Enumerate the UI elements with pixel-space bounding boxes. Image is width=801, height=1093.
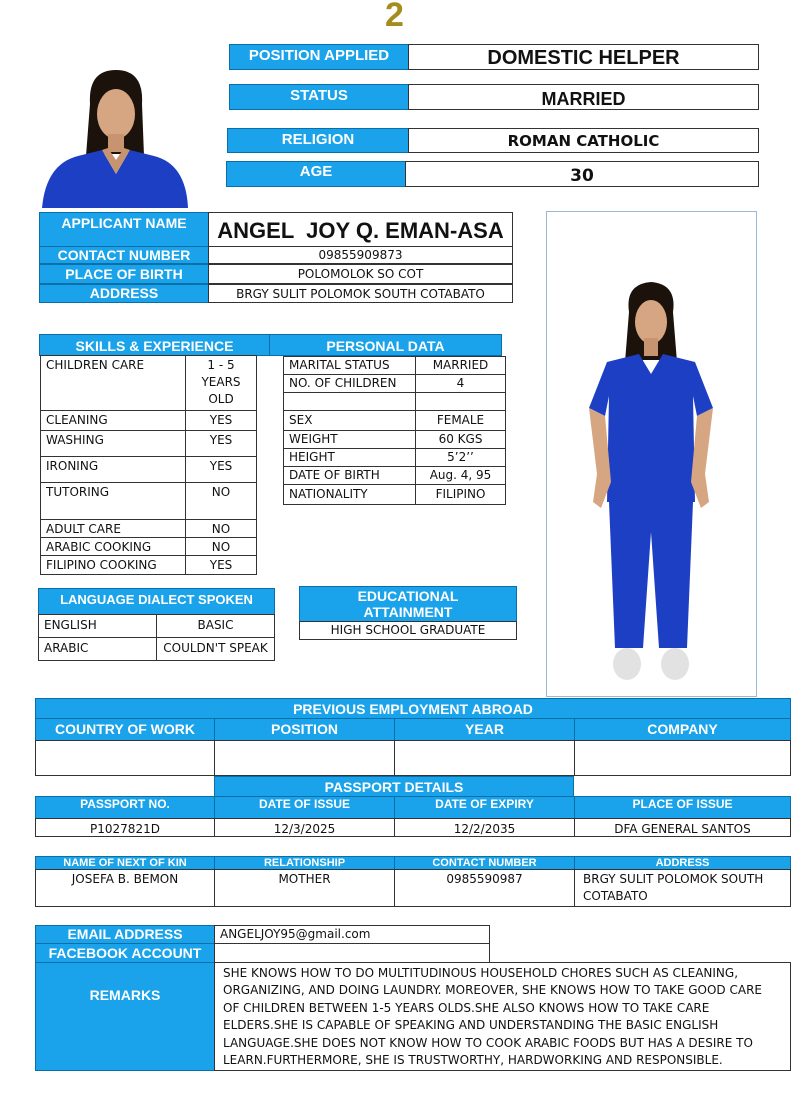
place-of-birth-label: PLACE OF BIRTH — [39, 264, 209, 284]
kin-value: JOSEFA B. BEMON — [35, 869, 215, 907]
kin-value: BRGY SULIT POLOMOK SOUTH COTABATO — [574, 869, 791, 907]
personal-label: MARITAL STATUS — [283, 356, 416, 375]
skill-value: NO — [185, 537, 257, 556]
personal-label: DATE OF BIRTH — [283, 466, 416, 485]
contact-number-value: 09855909873 — [208, 246, 513, 264]
passport-value: 12/3/2025 — [214, 818, 395, 837]
employment-title: PREVIOUS EMPLOYMENT ABROAD — [35, 698, 791, 719]
remarks-text: SHE KNOWS HOW TO DO MULTITUDINOUS HOUSEHOLD CHORES SUCH AS CLEANING, ORGANIZING, AND DOING LAUNDRY. MOREOVER, SHE KNOWS HOW TO TAKE GOOD CARE OF CHILDREN BETWEEN 1-5 YEARS OLDS.SHE ALSO KNOWS HOW TO TAKE CARE ELDERS.SHE IS CAPABLE OF SPEAKING AND UNDERSTANDING THE BASIC ENGLISH LANGUAGE.SHE DOES NOT KNOW HOW TO COOK ARABIC FOODS BUT HAS A DESIRE TO LEARN.FURTHERMORE, SHE IS TRUSTWORTHY, HARDWORKING AND RESPONSIBLE. — [214, 962, 791, 1071]
passport-column-header: DATE OF EXPIRY — [394, 796, 575, 819]
skill-value: YES — [185, 456, 257, 483]
applicant-name-label: APPLICANT NAME — [39, 212, 209, 247]
personal-value: 5’2’’ — [415, 448, 506, 467]
address-value: BRGY SULIT POLOMOK SOUTH COTABATO — [208, 284, 513, 303]
personal-value — [415, 392, 506, 411]
kin-column-header: NAME OF NEXT OF KIN — [35, 856, 215, 870]
personal-label: SEX — [283, 410, 416, 431]
passport-title: PASSPORT DETAILS — [214, 776, 574, 797]
language-name: ENGLISH — [38, 614, 157, 638]
passport-value: P1027821D — [35, 818, 215, 837]
personal-label: WEIGHT — [283, 430, 416, 449]
position-applied-label: POSITION APPLIED — [229, 44, 409, 70]
language-title: LANGUAGE DIALECT SPOKEN — [38, 588, 275, 615]
email-label: EMAIL ADDRESS — [35, 925, 215, 944]
address-label: ADDRESS — [39, 284, 209, 303]
skill-name: WASHING — [40, 430, 186, 457]
skill-name: FILIPINO COOKING — [40, 555, 186, 575]
passport-value: 12/2/2035 — [394, 818, 575, 837]
kin-column-header: CONTACT NUMBER — [394, 856, 575, 870]
facebook-value[interactable] — [214, 943, 490, 963]
contact-number-label: CONTACT NUMBER — [39, 246, 209, 264]
status-label: STATUS — [229, 84, 409, 110]
passport-column-header: PASSPORT NO. — [35, 796, 215, 819]
applicant-name-value: ANGEL JOY Q. EMAN-ASA — [208, 212, 513, 247]
employment-empty-cell — [394, 740, 575, 776]
personal-value: FILIPINO — [415, 484, 506, 505]
employment-column-header: POSITION — [214, 718, 395, 741]
personal-value: FEMALE — [415, 410, 506, 431]
education-title: EDUCATIONAL ATTAINMENT — [299, 586, 517, 622]
passport-column-header: PLACE OF ISSUE — [574, 796, 791, 819]
personal-label: NATIONALITY — [283, 484, 416, 505]
kin-value: MOTHER — [214, 869, 395, 907]
personal-label — [283, 392, 416, 411]
skill-name: ARABIC COOKING — [40, 537, 186, 556]
place-of-birth-value: POLOMOLOK SO COT — [208, 264, 513, 284]
education-value: HIGH SCHOOL GRADUATE — [299, 621, 517, 640]
employment-empty-cell — [574, 740, 791, 776]
personal-title: PERSONAL DATA — [269, 334, 502, 356]
employment-empty-cell — [35, 740, 215, 776]
personal-label: HEIGHT — [283, 448, 416, 467]
position-applied-value: DOMESTIC HELPER — [408, 44, 759, 70]
religion-value: ROMAN CATHOLIC — [408, 128, 759, 153]
age-value: 30 — [405, 161, 759, 187]
page-number: 2 — [385, 0, 404, 34]
personal-value: 4 — [415, 374, 506, 393]
kin-column-header: RELATIONSHIP — [214, 856, 395, 870]
skill-value: NO — [185, 519, 257, 538]
age-label: AGE — [226, 161, 406, 187]
facebook-label: FACEBOOK ACCOUNT — [35, 943, 215, 963]
remarks-label: REMARKS — [35, 962, 215, 1071]
skill-name: IRONING — [40, 456, 186, 483]
personal-value: MARRIED — [415, 356, 506, 375]
passport-column-header: DATE OF ISSUE — [214, 796, 395, 819]
skill-name: CHILDREN CARE — [40, 355, 186, 411]
skill-value: NO — [185, 482, 257, 520]
personal-value: 60 KGS — [415, 430, 506, 449]
email-value[interactable]: ANGELJOY95@gmail.com — [214, 925, 490, 944]
applicant-full-body-photo — [546, 211, 757, 697]
skill-name: CLEANING — [40, 410, 186, 431]
religion-label: RELIGION — [227, 128, 409, 153]
language-level: BASIC — [156, 614, 275, 638]
skills-title: SKILLS & EXPERIENCE — [39, 334, 270, 356]
language-name: ARABIC — [38, 637, 157, 661]
personal-value: Aug. 4, 95 — [415, 466, 506, 485]
status-value: MARRIED — [408, 84, 759, 110]
applicant-headshot-photo — [38, 64, 191, 208]
employment-column-header: COMPANY — [574, 718, 791, 741]
employment-column-header: COUNTRY OF WORK — [35, 718, 215, 741]
personal-label: NO. OF CHILDREN — [283, 374, 416, 393]
kin-value: 0985590987 — [394, 869, 575, 907]
skill-value: 1 - 5 YEARS OLD — [185, 355, 257, 411]
kin-column-header: ADDRESS — [574, 856, 791, 870]
employment-empty-cell — [214, 740, 395, 776]
skill-value: YES — [185, 410, 257, 431]
language-level: COULDN'T SPEAK — [156, 637, 275, 661]
skill-value: YES — [185, 555, 257, 575]
skill-name: ADULT CARE — [40, 519, 186, 538]
passport-value: DFA GENERAL SANTOS — [574, 818, 791, 837]
employment-column-header: YEAR — [394, 718, 575, 741]
skill-name: TUTORING — [40, 482, 186, 520]
skill-value: YES — [185, 430, 257, 457]
